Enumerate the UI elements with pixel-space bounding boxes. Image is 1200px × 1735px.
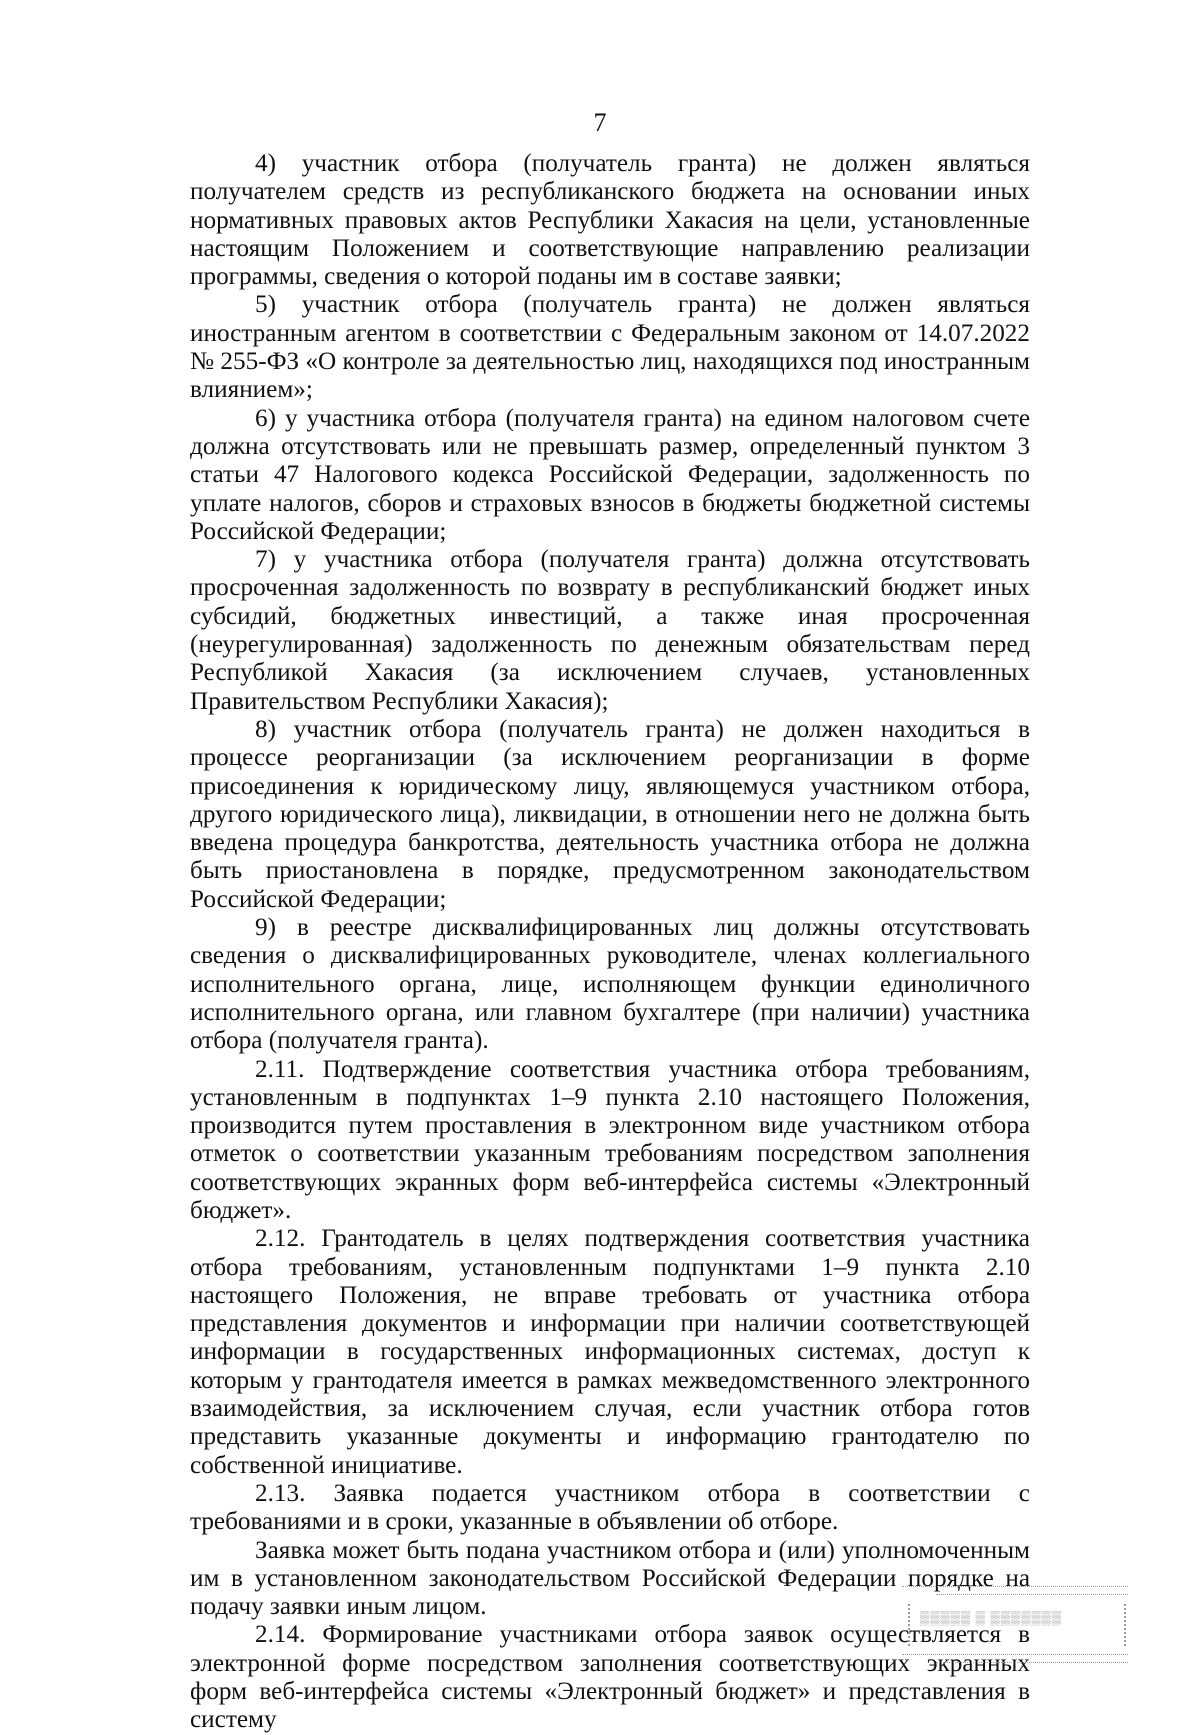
paragraph-item-9: 9) в реестре дисквалифицированных лиц должны отсутствовать сведения о дисквалифицированных руководителе, членах коллегиального исполнительного органа, лице, исполняющем функции единоличного исполнительного органа, или главном бухгалтере (при наличии) участника отбора (получателя гранта). bbox=[190, 914, 1030, 1055]
paragraph-2-13: 2.13. Заявка подается участником отбора в соответствии с требованиями и в сроки, указанные в объявлении об отборе. bbox=[190, 1479, 1030, 1536]
paragraph-2-12: 2.12. Грантодатель в целях подтверждения соответствия участника отбора требованиям, установленным подпунктами 1–9 пункта 2.10 настоящего Положения, не вправе требовать от участника отбора представления документов и информации при наличии соответствующей информации в государственных информационных системах, доступ к которым у грантодателя имеется в рамках межведомственного электронного взаимодействия, за исключением случая, если участник отбора готов представить указанные документы и информацию грантодателю по собственной инициативе. bbox=[190, 1225, 1030, 1479]
paragraph-item-7: 7) у участника отбора (получателя гранта) должна отсутствовать просроченная задолженность по возврату в республиканский бюджет иных субсидий, бюджетных инвестиций, а также иная просроченная (неурегулированная) задолженность по денежным обязательствам перед Республикой Хакасия (за исключением случаев, установленных Правительством Республики Хакасия); bbox=[190, 546, 1030, 715]
paragraph-2-11: 2.11. Подтверждение соответствия участника отбора требованиям, установленным в подпунктах 1–9 пункта 2.10 настоящего Положения, производится путем проставления в электронном виде участником отбора отметок о соответствии указанным требованиям посредством заполнения соответствующих экранных форм веб-интерфейса системы «Электронный бюджет». bbox=[190, 1055, 1030, 1224]
stamp-image bbox=[896, 1580, 1134, 1666]
paragraph-item-5: 5) участник отбора (получатель гранта) не должен являться иностранным агентом в соответствии с Федеральным законом от 14.07.2022 № 255-ФЗ «О контроле за деятельностью лиц, находящихся под иностранным влиянием»; bbox=[190, 291, 1030, 404]
stamp-line-bottom bbox=[902, 1654, 1128, 1655]
stamp-line-lowest bbox=[936, 1662, 1128, 1663]
paragraph-item-8: 8) участник отбора (получатель гранта) не должен находиться в процессе реорганизации (за исключением реорганизации в форме присоединения к юридическому лицу, являющемуся участником отбора, другого юридического лица), ликвидации, в отношении него не должна быть введена процедура банкротства, деятельность участника отбора не должна быть приостановлена в порядке, предусмотренном законодательством Российской Федерации; bbox=[190, 715, 1030, 913]
paragraph-item-4: 4) участник отбора (получатель гранта) не должен являться получателем средств из республиканского бюджета на основании иных нормативных правовых актов Республики Хакасия на цели, установленные настоящим Положением и соответствующие направлению реализации программы, сведения о которой поданы им в составе заявки; bbox=[190, 150, 1030, 291]
paragraph-2-13-continued: Заявка может быть подана участником отбора и (или) уполномоченным им в установленном законодательством Российской Федерации порядке на подачу заявки иным лицом. bbox=[190, 1536, 1030, 1621]
stamp-faint-lettering: ▒▒▒▒▒ ▒ ▒▒▒▒▒▒▒ bbox=[920, 1610, 1062, 1625]
page-number: 7 bbox=[593, 108, 607, 137]
stamp-line-top bbox=[902, 1586, 1128, 1587]
paragraph-2-14: 2.14. Формирование участниками отбора заявок осуществляется в электронной форме посредством заполнения соответствующих экранных форм веб-интерфейса системы «Электронный бюджет» и представления в систему bbox=[190, 1621, 1030, 1734]
stamp-line-second bbox=[936, 1594, 1128, 1595]
document-body bbox=[190, 150, 1030, 1735]
paragraph-item-6: 6) у участника отбора (получателя гранта) на едином налоговом счете должна отсутствовать или не превышать размер, определенный пунктом 3 статьи 47 Налогового кодекса Российской Федерации, задолженность по уплате налогов, сборов и страховых взносов в бюджеты бюджетной системы Российской Федерации; bbox=[190, 404, 1030, 545]
